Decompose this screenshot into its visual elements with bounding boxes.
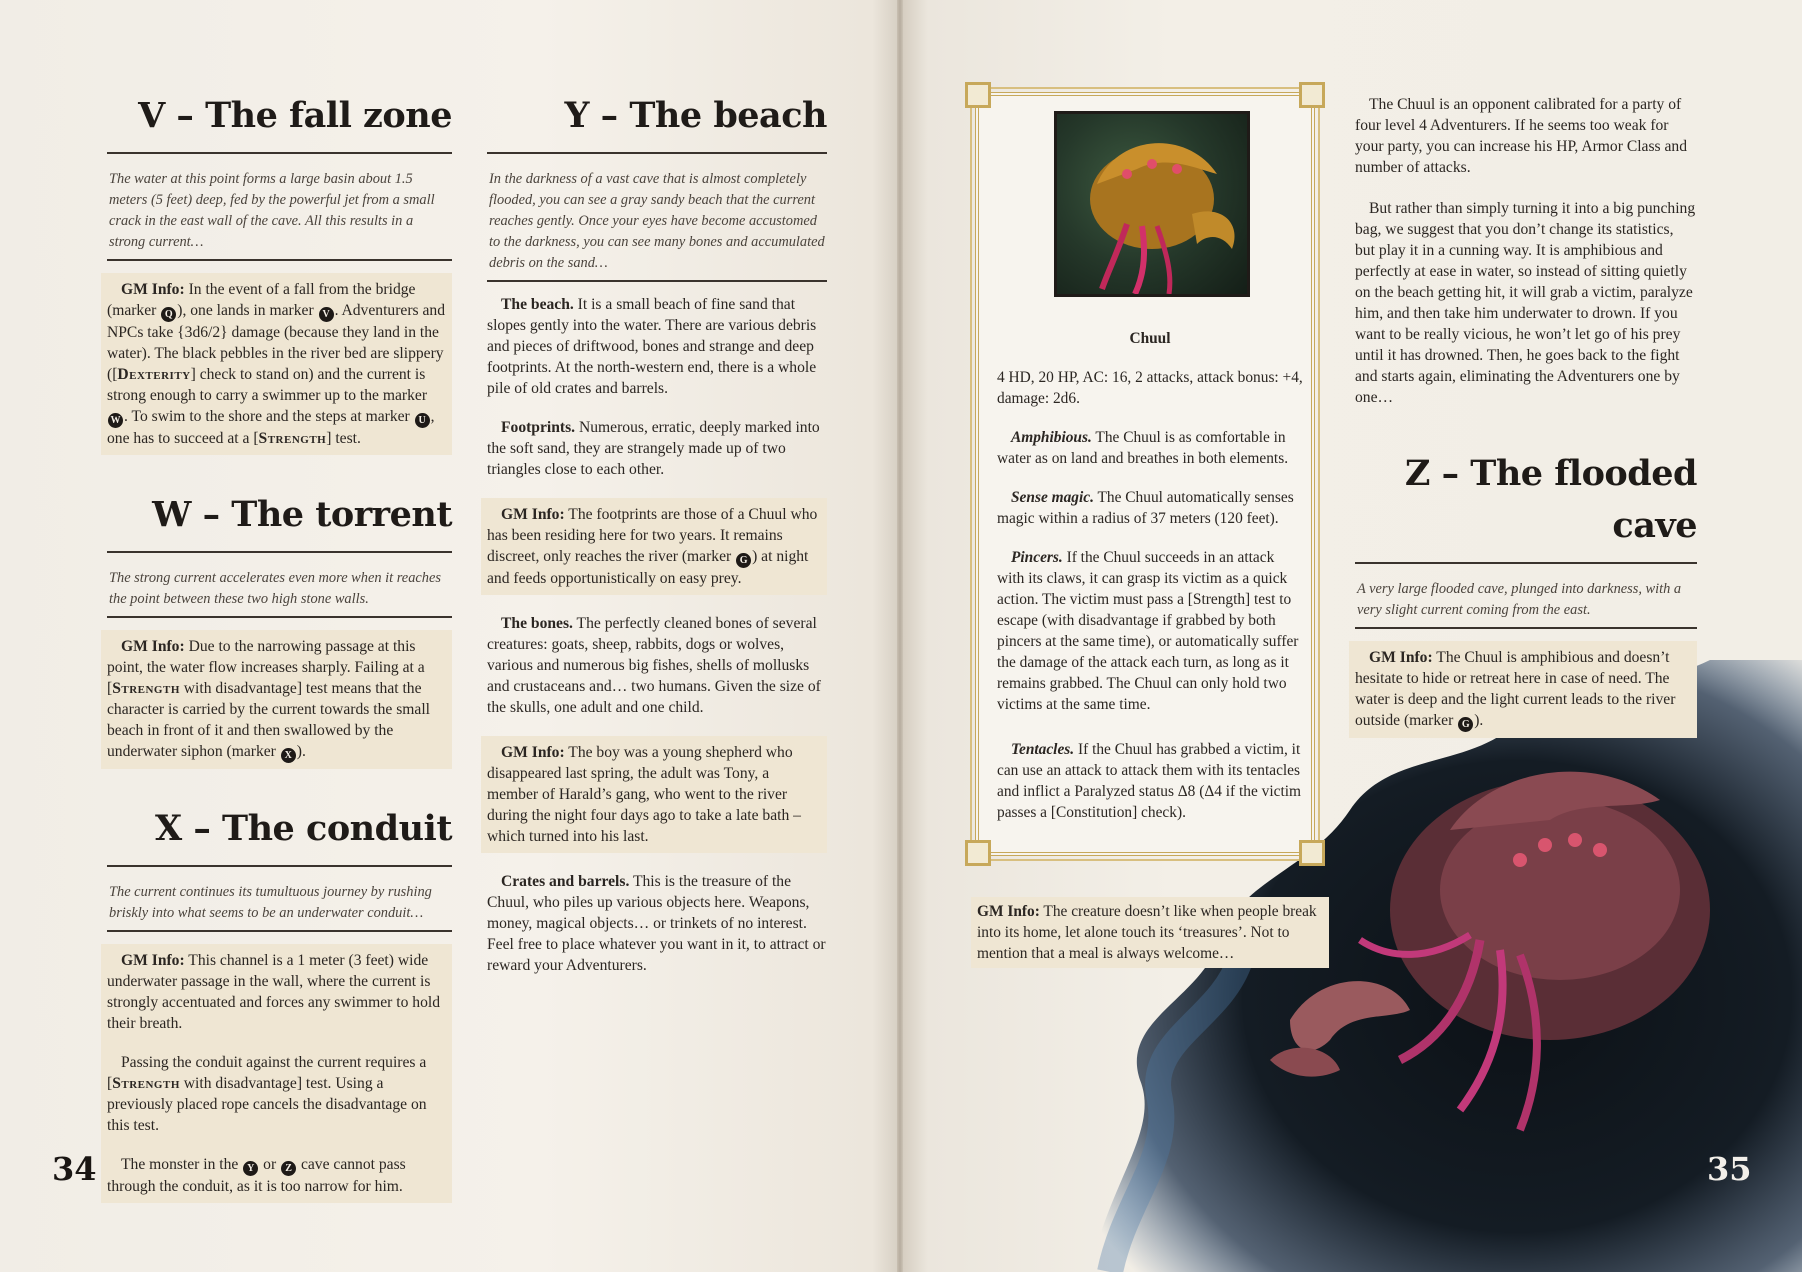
paragraph-beach: The beach. It is a small beach of fine sand that slopes gently into the water. There are various debris and pieces of driftwood, bones and strange and deep footprints. At the north-western end, there is a whole pile of old crates and barrels. <box>487 296 817 397</box>
page-number-left: 34 <box>52 1150 97 1188</box>
gm-info-w: GM Info: Due to the narrowing passage at this point, the water flow increases sharply. Failing at a [Strength with disadvantage] test means that the character is carried by the current towards the small beach in front of it and then swallowed by the underwater siphon (marker X ). <box>101 630 452 769</box>
stat-block-text <box>997 328 1303 841</box>
chuul-stat-block <box>975 92 1315 856</box>
heading-y: Y – The beach <box>487 90 827 154</box>
section-y <box>487 90 827 976</box>
section-w <box>107 489 452 769</box>
marker-icon: Y <box>243 1161 258 1176</box>
frame-corner-ornament <box>1299 82 1325 108</box>
book-spine <box>897 0 903 1272</box>
monster-stats: 4 HD, 20 HP, AC: 16, 2 attacks, attack bonus: +4, damage: 2d6. <box>997 369 1303 407</box>
intro-y: In the darkness of a vast cave that is almost completely flooded, you can see a gray sandy beach that the current reaches gently. Once your eyes have become accustomed to the darkness, you can see many bones and accumulated debris on the sand… <box>487 164 827 282</box>
ability-pincers: Pincers. If the Chuul succeeds in an attack with its claws, it can grasp its victim as a quick action. The victim must pass a [Strength] test to escape (with disadvantage if grabbed by both pincers at the same time), or automatically suffer the damage of the attack each turn, as long as it remains grabbed. The Chuul can only hold two victims at the same time. <box>997 549 1299 713</box>
frame-corner-ornament <box>965 840 991 866</box>
ability-amphibious: Amphibious. The Chuul is as comfortable in water as on land and breathes in both elements. <box>997 429 1289 467</box>
heading-w: W – The torrent <box>107 489 452 553</box>
heading-z: Z – The flooded cave <box>1355 448 1697 564</box>
marker-icon: Z <box>281 1161 296 1176</box>
gm-info-footprints: GM Info: The footprints are those of a Chuul who has been residing here for two years. It remains discreet, only reaches the river (marker G ) at night and feeds opportunistically on easy prey. <box>481 498 827 595</box>
gm-info-chuul: GM Info: The creature doesn’t like when people break into its home, let alone touch its ‘treasures’. Not to mention that a meal is always welcome… <box>971 897 1329 968</box>
intro-w: The strong current accelerates even more when it reaches the point between these two high stone walls. <box>107 563 452 618</box>
marker-icon: G <box>736 553 751 568</box>
left-column-1 <box>107 90 452 1221</box>
intro-v: The water at this point forms a large basin about 1.5 meters (5 feet) deep, fed by the powerful jet from a small crack in the east wall of the cave. All this results in a strong current… <box>107 164 452 261</box>
paragraph-footprints: Footprints. Numerous, erratic, deeply marked into the soft sand, they are strangely made up of two triangles close to each other. <box>487 419 820 478</box>
monster-name: Chuul <box>1129 330 1171 347</box>
intro-x: The current continues its tumultuous journey by rushing briskly into what seems to be an underwater conduit… <box>107 877 452 932</box>
marker-icon: W <box>108 413 123 428</box>
paragraph-bones: The bones. The perfectly cleaned bones of several creatures: goats, sheep, rabbits, dogs or wolves, various and numerous big fishes, shells of mollusks and crustaceans and… two humans. Given the size of the skulls, one adult and one child. <box>487 615 821 716</box>
gm-info-z: GM Info: The Chuul is amphibious and doesn’t hesitate to hide or retreat here in case of need. The water is deep and the light current leads to the river outside (marker G ). <box>1349 641 1697 738</box>
gm-info-x: GM Info: This channel is a 1 meter (3 feet) wide underwater passage in the wall, where the current is strongly accentuated and forces any swimmer to hold their breath. Passing the conduit against the current requires a [Strength with disadvantage] test. Using a previously placed rope cancels the disadvantage on this test. The monster in the Y or Z cave cannot pass through the conduit, as it is too narrow for him. <box>101 944 452 1203</box>
gm-info-v: GM Info: In the event of a fall from the bridge (marker Q ), one lands in marker V . Adventurers and NPCs take {3d6/2} damage (because they land in the water). The black pebbles in the river bed are slippery ([Dexterity] check to stand on) and the current is strong enough to carry a swimmer up to the marker W . To swim to the shore and the steps at marker U , one has to succeed at a [Strength] test. <box>101 273 452 455</box>
section-x <box>107 803 452 1203</box>
section-z <box>1355 448 1697 738</box>
left-column-2 <box>487 90 827 994</box>
ability-tentacles: Tentacles. If the Chuul has grabbed a victim, it can use an attack to attack them with its tentacles and inflict a Paralyzed status Δ8 (Δ4 if the victim passes a [Constitution] check). <box>997 741 1302 821</box>
ability-sense-magic: Sense magic. The Chuul automatically senses magic within a radius of 37 meters (120 feet). <box>997 489 1294 527</box>
frame-corner-ornament <box>965 82 991 108</box>
heading-v: V – The fall zone <box>107 90 452 154</box>
intro-z: A very large flooded cave, plunged into darkness, with a very slight current coming from the east. <box>1355 574 1697 629</box>
heading-x: X – The conduit <box>107 803 452 867</box>
page-number-right: 35 <box>1707 1150 1752 1188</box>
marker-icon: V <box>319 307 334 322</box>
chuul-tactics-paragraph: But rather than simply turning it into a big punching bag, we suggest that you don’t change its statistics, but play it in a cunning way. It is amphibious and perfectly at ease in water, so instead of sitting quietly on the beach getting hit, it will grab a victim, paralyze him, and then take him underwater to drown. If you want to be really vicious, he won’t let go of his prey until it has drowned. Then, he goes back to the fight and starts again, eliminating the Adventurers one by one… <box>1355 200 1696 406</box>
gm-info-bones: GM Info: The boy was a young shepherd who disappeared last spring, the adult was Tony, a member of Harald’s gang, who went to the river during the night four days ago to take a late bath – which turned into his last. <box>481 736 827 853</box>
marker-icon: X <box>281 748 296 763</box>
chuul-portrait-image <box>1057 114 1247 294</box>
frame-corner-ornament <box>1299 840 1325 866</box>
chuul-portrait <box>1054 111 1250 297</box>
paragraph-crates: Crates and barrels. This is the treasure of the Chuul, who piles up various objects here. Weapons, money, magical objects… or trinkets of no interest. Feel free to place whatever you want in it, to attract or reward your Adventurers. <box>487 873 826 974</box>
section-v <box>107 90 452 455</box>
right-column-2 <box>1355 94 1697 756</box>
chuul-calibration-paragraph: The Chuul is an opponent calibrated for a party of four level 4 Adventurers. If he seems too weak for your party, you can increase his HP, Armor Class and number of attacks. <box>1355 96 1688 176</box>
marker-icon: Q <box>161 307 176 322</box>
marker-icon: G <box>1458 717 1473 732</box>
marker-icon: U <box>415 413 430 428</box>
